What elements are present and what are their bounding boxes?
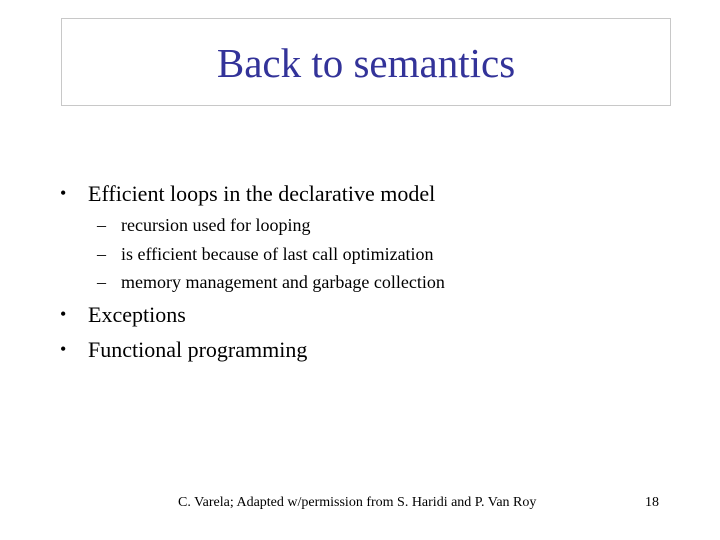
bullet-item-exceptions <box>60 301 186 328</box>
bullet-marker: • <box>60 304 67 324</box>
bullet-text: Functional programming <box>88 337 308 362</box>
page-number: 18 <box>645 495 659 510</box>
bullet-text: Efficient loops in the declarative model <box>88 181 436 206</box>
slide-title: Back to semantics <box>216 40 516 86</box>
bullet-item-efficient-loops <box>60 180 435 207</box>
bullet-marker: • <box>60 339 67 359</box>
subitem-marker: – <box>97 244 106 264</box>
bullet-text: Exceptions <box>88 302 186 327</box>
bullet-item-functional-programming <box>60 336 307 363</box>
subitem-marker: – <box>97 215 106 235</box>
footer-credit: C. Varela; Adapted w/permission from S. Haridi and P. Van Roy <box>178 495 537 510</box>
subitem-text: is efficient because of last call optimization <box>121 244 434 264</box>
subitem-text: memory management and garbage collection <box>121 272 445 292</box>
bullet-marker: • <box>60 183 67 203</box>
subitem-text: recursion used for looping <box>121 215 311 235</box>
subitem-last-call-optimization <box>97 243 434 265</box>
subitem-memory-management <box>97 271 445 293</box>
subitem-recursion <box>97 214 310 236</box>
subitem-marker: – <box>97 272 106 292</box>
